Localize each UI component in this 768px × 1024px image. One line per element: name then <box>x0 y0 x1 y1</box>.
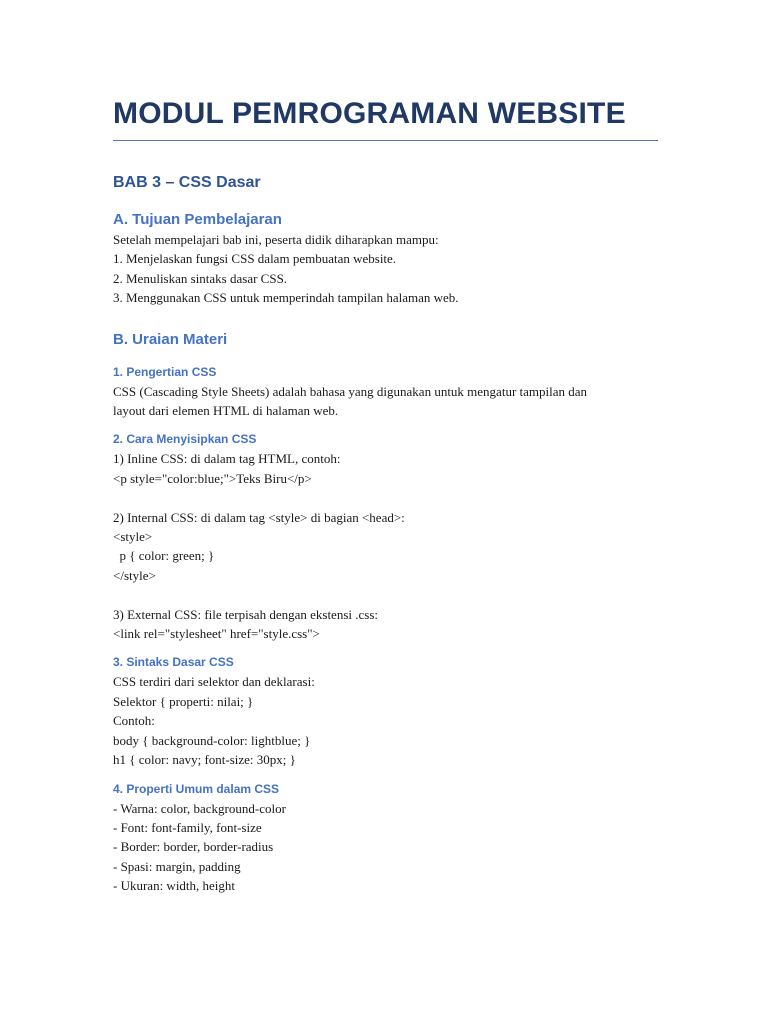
paragraph-line: 1) Inline CSS: di dalam tag HTML, contoh: <box>113 451 341 467</box>
list-item: 1. Menjelaskan fungsi CSS dalam pembuatan website. <box>113 251 397 267</box>
paragraph-line: CSS terdiri dari selektor dan deklarasi: <box>113 674 315 690</box>
document-title: MODUL PEMROGRAMAN WEBSITE <box>113 97 626 130</box>
paragraph-line: layout dari elemen HTML di halaman web. <box>113 403 339 419</box>
list-item: - Border: border, border-radius <box>113 839 274 855</box>
title-underline <box>113 140 658 141</box>
code-line: h1 { color: navy; font-size: 30px; } <box>113 752 296 768</box>
list-item: - Font: font-family, font-size <box>113 819 262 835</box>
code-line: body { background-color: lightblue; } <box>113 732 311 748</box>
code-line: Selektor { properti: nilai; } <box>113 693 254 709</box>
paragraph-line: CSS (Cascading Style Sheets) adalah bahasa yang digunakan untuk mengatur tampilan dan <box>113 383 588 399</box>
subsection-3-heading: 3. Sintaks Dasar CSS <box>113 655 234 670</box>
code-line: <p style="color:blue;">Teks Biru</p> <box>113 470 312 486</box>
section-b-heading: B. Uraian Materi <box>113 330 228 348</box>
code-line: <link rel="stylesheet" href="style.css"> <box>113 626 320 642</box>
page-content <box>113 94 658 896</box>
code-line: <style> <box>113 529 153 545</box>
code-line: p { color: green; } <box>113 548 215 564</box>
code-line: </style> <box>113 567 156 583</box>
list-item: - Spasi: margin, padding <box>113 858 241 874</box>
list-item: 3. Menggunakan CSS untuk memperindah tampilan halaman web. <box>113 290 459 306</box>
paragraph-line: Contoh: <box>113 713 155 729</box>
subsection-2-heading: 2. Cara Menyisipkan CSS <box>113 432 257 447</box>
subsection-1-heading: 1. Pengertian CSS <box>113 364 217 379</box>
list-item: - Ukuran: width, height <box>113 878 236 894</box>
list-item: - Warna: color, background-color <box>113 800 286 816</box>
list-item: 2. Menuliskan sintaks dasar CSS. <box>113 270 288 286</box>
paragraph-line: 2) Internal CSS: di dalam tag <style> di bagian <head>: <box>113 509 405 525</box>
paragraph-line: 3) External CSS: file terpisah dengan ekstensi .css: <box>113 606 379 622</box>
subsection-4-heading: 4. Properti Umum dalam CSS <box>113 781 280 796</box>
chapter-heading: BAB 3 – CSS Dasar <box>113 174 261 191</box>
paragraph-line: Setelah mempelajari bab ini, peserta didik diharapkan mampu: <box>113 232 439 247</box>
section-a-heading: A. Tujuan Pembelajaran <box>113 211 282 228</box>
